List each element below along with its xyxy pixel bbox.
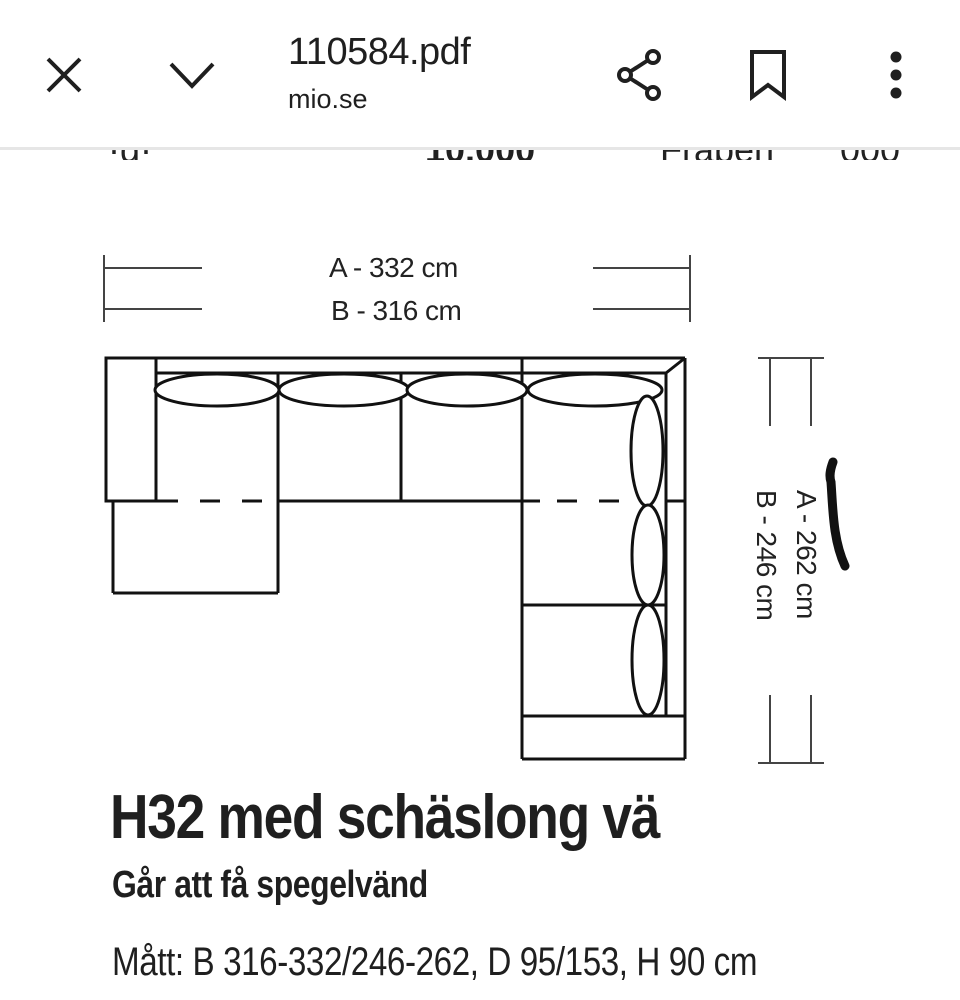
close-button[interactable] [29, 40, 99, 110]
bookmark-icon [748, 49, 788, 101]
close-icon [44, 55, 84, 95]
dimension-label-a-depth: A - 262 cm [791, 490, 822, 619]
product-title: H32 med schäslong vä [110, 783, 660, 852]
dimension-label-a-width: A - 332 cm [329, 252, 458, 283]
back-cushions [155, 374, 664, 715]
more-options-button[interactable] [861, 40, 931, 110]
bookmark-button[interactable] [733, 40, 803, 110]
dimension-label-b-width: B - 316 cm [331, 295, 462, 326]
document-source-domain: mio.se [288, 84, 368, 114]
sofa-outline [106, 358, 685, 759]
handwritten-mark [830, 462, 845, 566]
collapse-button[interactable] [157, 40, 227, 110]
document-title-block [288, 28, 470, 116]
document-title: 110584.pdf [288, 31, 471, 73]
more-vert-icon [889, 51, 903, 99]
share-button[interactable] [605, 40, 675, 110]
product-measurements: Mått: B 316-332/246-262, D 95/153, H 90 cm [112, 940, 758, 984]
pdf-viewer-toolbar [0, 0, 960, 150]
product-subtitle: Går att få spegelvänd [112, 864, 428, 906]
chevron-down-icon [168, 60, 216, 90]
share-icon [615, 47, 665, 103]
dimension-label-b-depth: B - 246 cm [751, 490, 782, 621]
